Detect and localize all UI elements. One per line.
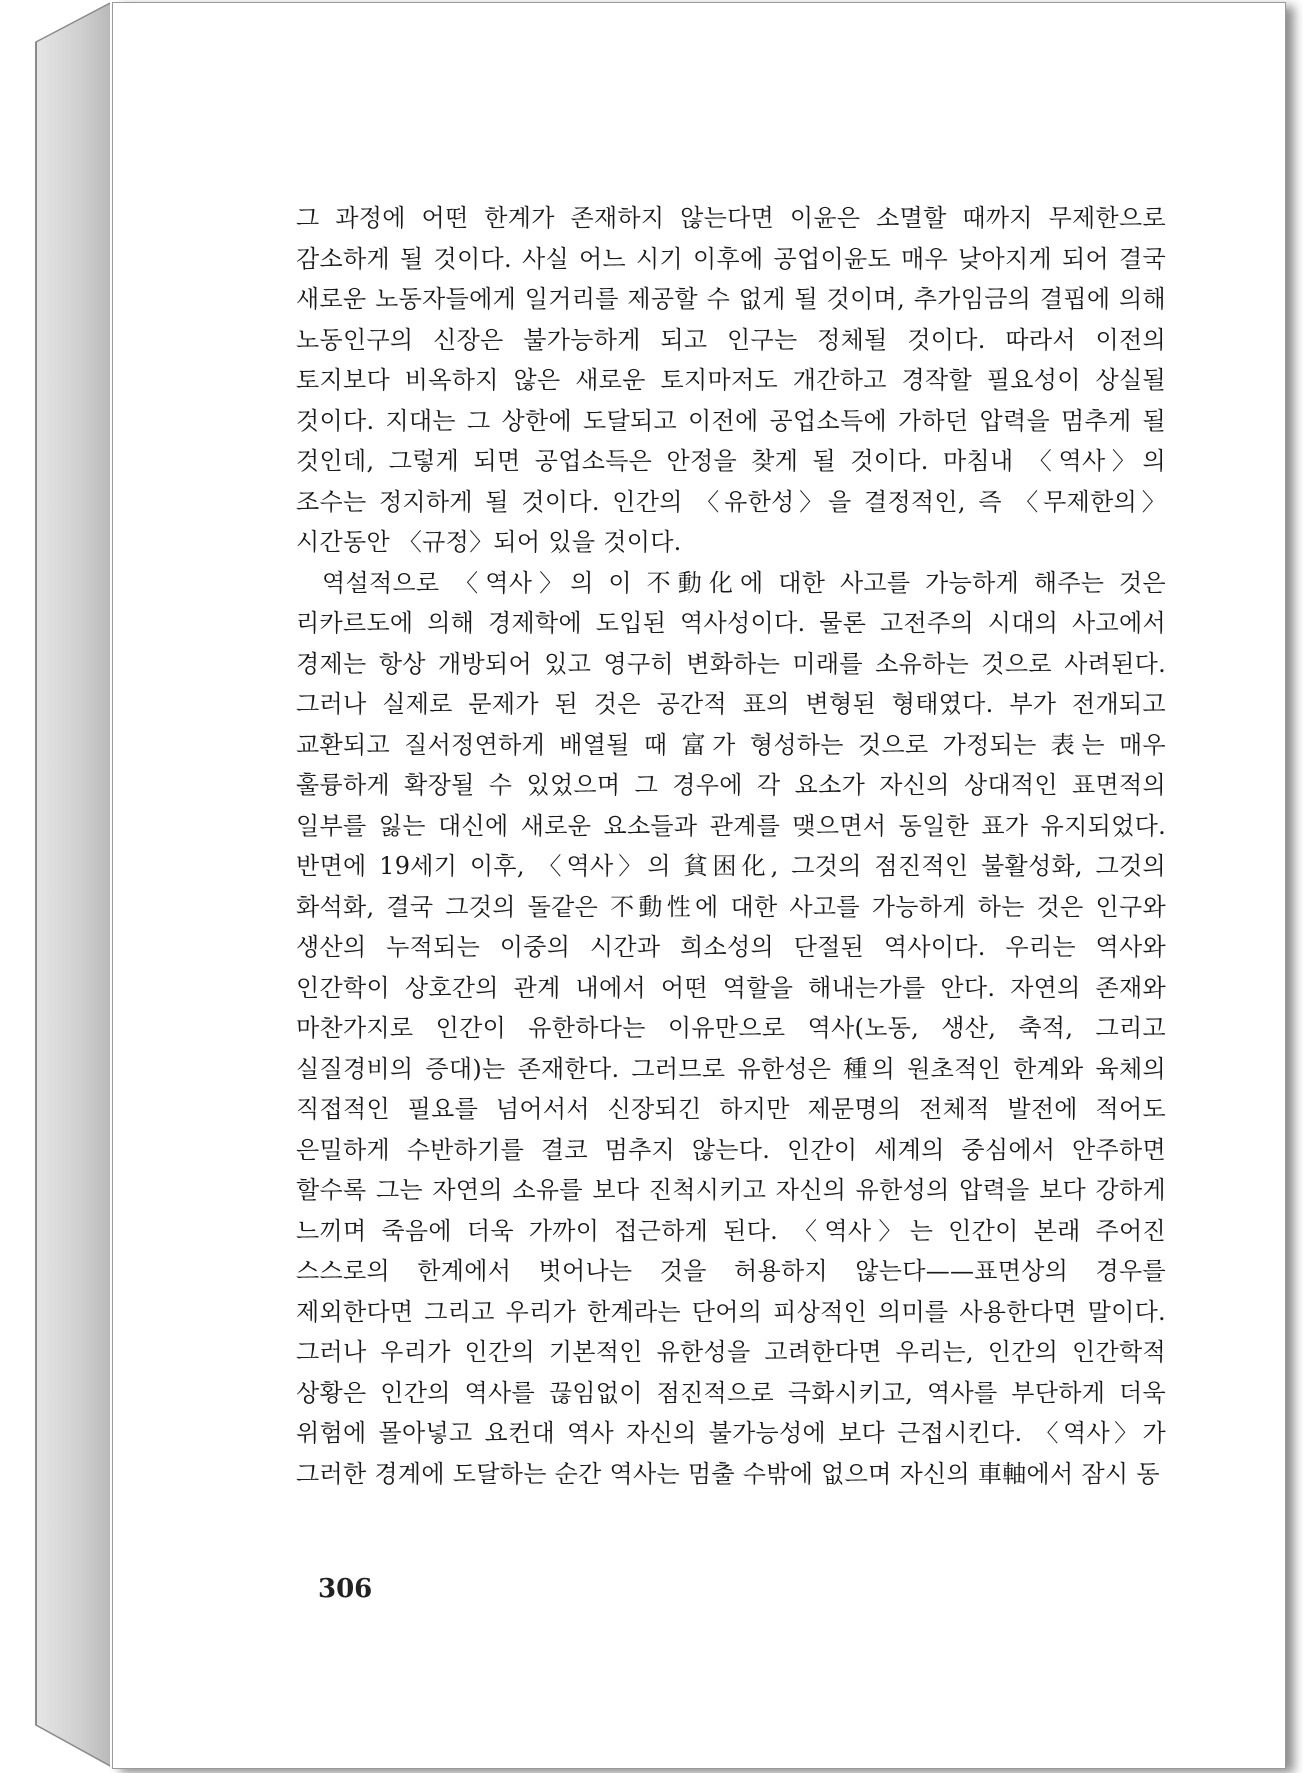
- page-body: [296, 198, 1166, 1494]
- paragraph-1: 그 과정에 어떤 한계가 존재하지 않는다면 이윤은 소멸할 때까지 무제한으로 감소하게 될 것이다. 사실 어느 시기 이후에 공업이윤도 매우 낮아지게 되어 결국 새로운 노동자들에게 일거리를 제공할 수 없게 될 것이며, 추가임금의 결핍에 의해 노동인구의 신장은 불가능하게 되고 인구는 정체될 것이다. 따라서 이전의 토지보다 비옥하지 않은 새로운 토지마저도 개간하고 경작할 필요성이 상실될 것이다. 지대는 그 상한에 도달되고 이전에 공업소득에 가하던 압력을 멈추게 될 것인데, 그렇게 되면 공업소득은 안정을 찾게 될 것이다. 마침내 〈역사〉의 조수는 정지하게 될 것이다. 인간의 〈유한성〉을 결정적인, 즉 〈무제한의〉 시간동안 〈규정〉되어 있을 것이다.: [296, 204, 1167, 556]
- paragraph-2: 역설적으로 〈역사〉의 이 不動化에 대한 사고를 가능하게 해주는 것은 리카르도에 의해 경제학에 도입된 역사성이다. 물론 고전주의 시대의 사고에서 경제는 항상 개방되어 있고 영구히 변화하는 미래를 소유하는 것으로 사려된다. 그러나 실제로 문제가 된 것은 공간적 표의 변형된 형태였다. 부가 전개되고 교환되고 질서정연하게 배열될 때 富가 형성하는 것으로 가정되는 表는 매우 훌륭하게 확장될 수 있었으며 그 경우에 각 요소가 자신의 상대적인 표면적의 일부를 잃는 대신에 새로운 요소들과 관계를 맺으면서 동일한 표가 유지되었다. 반면에 19세기 이후, 〈역사〉의 貧困化, 그것의 점진적인 불활성화, 그것의 화석화, 결국 그것의 돌같은 不動性에 대한 사고를 가능하게 하는 것은 인구와 생산의 누적되는 이중의 시간과 희소성의 단절된 역사이다. 우리는 역사와 인간학이 상호간의 관계 내에서 어떤 역할을 해내는가를 안다. 자연의 존재와 마찬가지로 인간이 유한하다는 이유만으로 역사(노동, 생산, 축적, 그리고 실질경비의 증대)는 존재한다. 그러므로 유한성은 種의 원초적인 한계와 육체의 직접적인 필요를 넘어서서 신장되긴 하지만 제문명의 전체적 발전에 적어도 은밀하게 수반하기를 결코 멈추지 않는다. 인간이 세계의 중심에서 안주하면 할수록 그는 자연의 소유를 보다 진척시키고 자신의 유한성의 압력을 보다 강하게 느끼며 죽음에 더욱 가까이 접근하게 된다. 〈역사〉는 인간이 본래 주어진 스스로의 한계에서 벗어나는 것을 허용하지 않는다——표면상의 경우를 제외한다면 그리고 우리가 한계라는 단어의 피상적인 의미를 사용한다면 말이다. 그러나 우리가 인간의 기본적인 유한성을 고려한다면 우리는, 인간의 인간학적 상황은 인간의 역사를 끊임없이 점진적으로 극화시키고, 역사를 부단하게 더욱 위험에 몰아넣고 요컨대 역사 자신의 불가능성에 보다 근접시킨다. 〈역사〉가 그러한 경계에 도달하는 순간 역사는 멈출 수밖에 없으며 자신의 車軸에서 잠시 동: [296, 568, 1166, 1488]
- page-number: 306: [318, 1574, 373, 1604]
- book-spine: [0, 0, 110, 1773]
